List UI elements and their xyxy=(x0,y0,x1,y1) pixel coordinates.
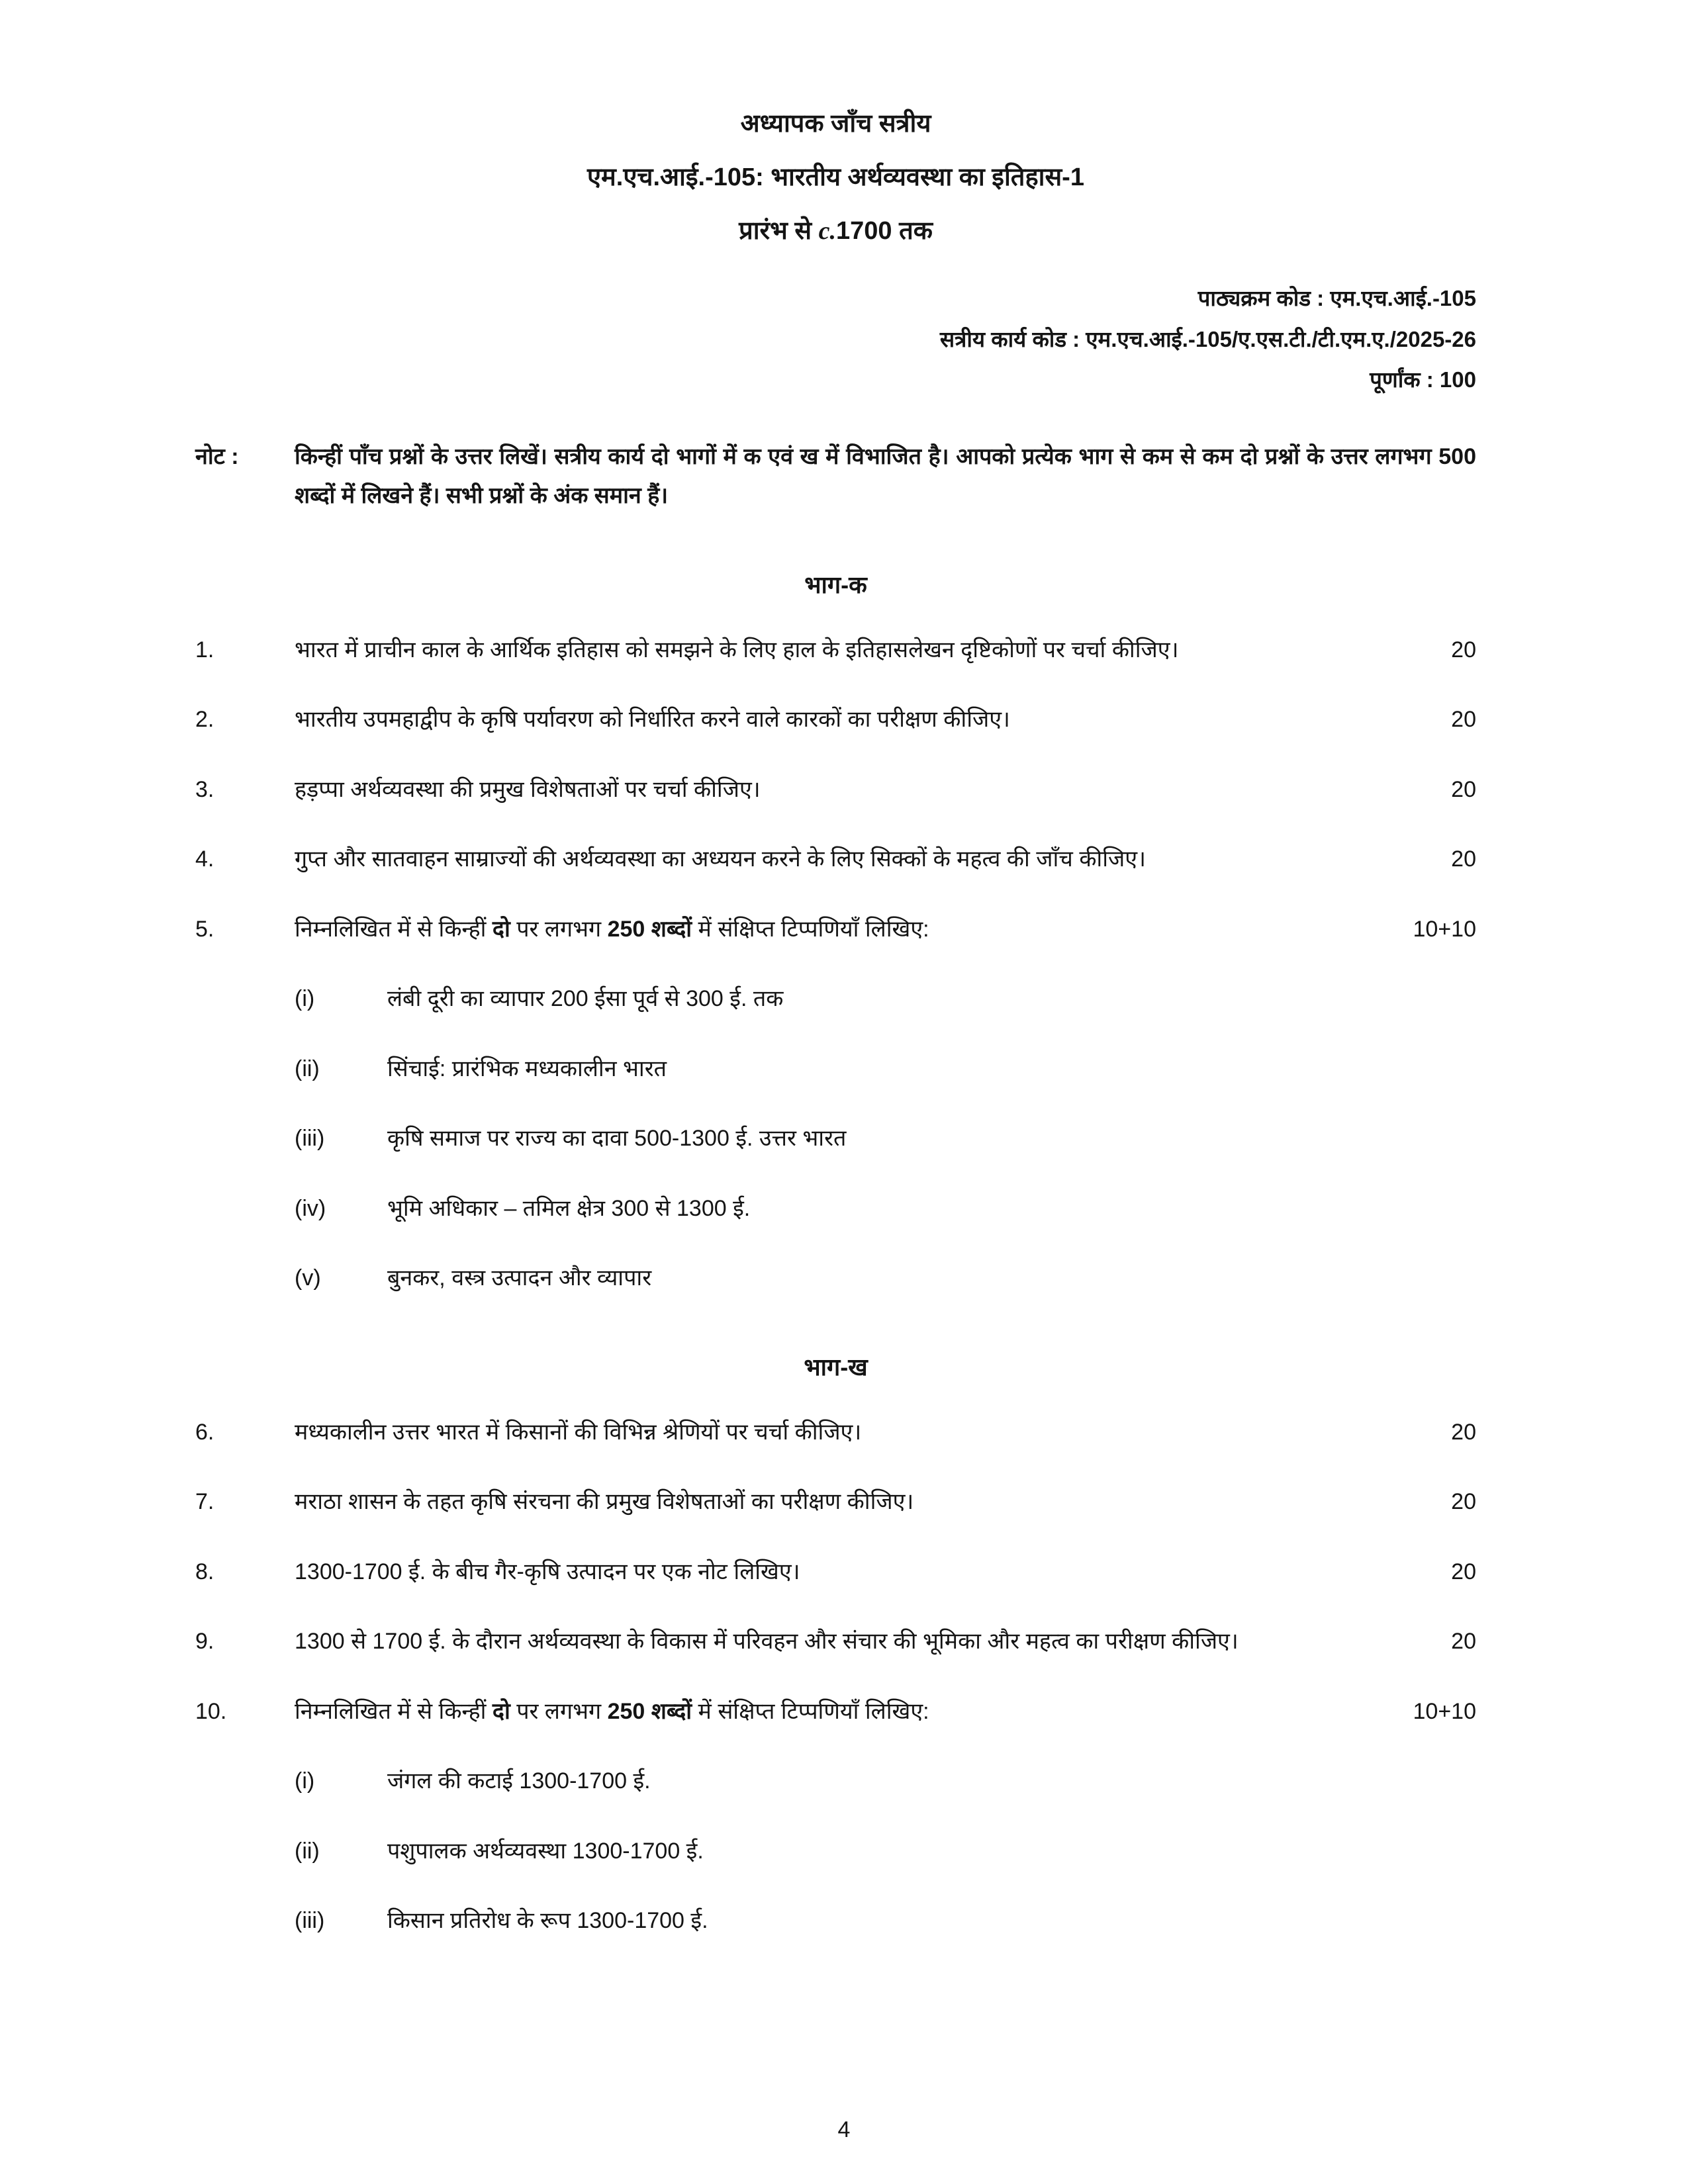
question-number: 8. xyxy=(195,1559,214,1584)
question-text: मध्यकालीन उत्तर भारत में किसानों की विभिन्न श्रेणियों पर चर्चा कीजिए। xyxy=(295,1419,862,1445)
subitem-label: (i) xyxy=(295,986,315,1011)
question-text xyxy=(295,1692,1476,1732)
question-row-10 xyxy=(195,1692,1476,1732)
header-line3-circa: c. xyxy=(818,217,836,245)
question-row-5 xyxy=(195,910,1476,950)
question-marks: 20 xyxy=(1451,846,1476,872)
subitem-row-10-iii xyxy=(295,1901,1476,1941)
subitem-label: (ii) xyxy=(295,1838,320,1864)
question-text-part: पर लगभग xyxy=(516,1698,602,1724)
question-text: गुप्त और सातवाहन साम्राज्यों की अर्थव्यवस्था का अध्ययन करने के लिए सिक्कों के महत्व की जाँच कीजिए। xyxy=(295,846,1146,872)
question-row-8 xyxy=(195,1553,1476,1592)
question-number: 1. xyxy=(195,637,214,662)
question-marks: 10+10 xyxy=(1413,916,1476,942)
question-marks: 20 xyxy=(1451,637,1476,662)
subitem-row-5-i xyxy=(295,979,1476,1019)
question-marks: 20 xyxy=(1451,1629,1476,1654)
question-text-part: पर लगभग xyxy=(516,916,602,942)
question-marks: 20 xyxy=(1451,707,1476,732)
subitem-label: (i) xyxy=(295,1768,315,1794)
question-number: 4. xyxy=(195,846,214,872)
document-header xyxy=(195,105,1476,250)
subitem-text: कृषि समाज पर राज्य का दावा 500-1300 ई. उत्तर भारत xyxy=(387,1126,847,1151)
note-text: किन्हीं पाँच प्रश्नों के उत्तर लिखें। सत्रीय कार्य दो भागों में क एवं ख में विभाजित है। आपको प्रत्येक भाग से कम से कम दो प्रश्नों के उत्तर लगभग 500 शब्दों में लिखने हैं। सभी प्रश्नों के अंक समान हैं। xyxy=(295,443,1476,508)
question-number: 3. xyxy=(195,776,214,802)
header-title-line2: एम.एच.आई.-105: भारतीय अर्थव्यवस्था का इतिहास-1 xyxy=(587,163,1084,191)
question-text-bold: 250 शब्दों xyxy=(607,916,692,942)
question-text: 1300 से 1700 ई. के दौरान अर्थव्यवस्था के विकास में परिवहन और संचार की भूमिका और महत्व का परीक्षण कीजिए। xyxy=(295,1629,1239,1654)
subitem-text: जंगल की कटाई 1300-1700 ई. xyxy=(387,1768,651,1794)
subitem-row-5-iii xyxy=(295,1119,1476,1159)
subitem-row-5-iv xyxy=(295,1189,1476,1229)
subitem-text: बुनकर, वस्त्र उत्पादन और व्यापार xyxy=(387,1265,652,1291)
question-marks: 20 xyxy=(1451,1559,1476,1584)
header-line3-pre: प्रारंभ से xyxy=(739,217,812,245)
question-text-bold: दो xyxy=(492,1698,510,1724)
question-row-9 xyxy=(195,1622,1476,1662)
header-title-line1: अध्यापक जाँच सत्रीय xyxy=(740,110,931,138)
question-text: हड़प्पा अर्थव्यवस्था की प्रमुख विशेषताओं पर चर्चा कीजिए। xyxy=(295,776,761,802)
question-text-bold: 250 शब्दों xyxy=(607,1698,692,1724)
question-row-1 xyxy=(195,631,1476,670)
subitem-row-5-ii xyxy=(295,1050,1476,1089)
question-number: 9. xyxy=(195,1629,214,1654)
max-marks: पूर्णांक : 100 xyxy=(1370,367,1476,392)
question-row-7 xyxy=(195,1482,1476,1522)
subitem-text: भूमि अधिकार – तमिल क्षेत्र 300 से 1300 ई. xyxy=(387,1195,751,1221)
subitem-label: (iii) xyxy=(295,1126,325,1151)
question-text-part: में संक्षिप्त टिप्पणियाँ लिखिए: xyxy=(698,1698,929,1724)
note-block xyxy=(195,437,1476,516)
subitem-row-10-i xyxy=(295,1762,1476,1801)
header-line3-post: 1700 तक xyxy=(835,217,933,245)
question-row-3 xyxy=(195,770,1476,810)
note-label: नोट : xyxy=(195,443,239,469)
question-marks: 20 xyxy=(1451,776,1476,802)
page-number: 4 xyxy=(837,2117,851,2142)
header-title-line3 xyxy=(195,212,1476,250)
question-row-2 xyxy=(195,700,1476,740)
section-b-title: भाग-ख xyxy=(804,1353,868,1381)
subitem-label: (v) xyxy=(295,1265,321,1291)
question-text-part: निम्नलिखित में से किन्हीं xyxy=(295,916,487,942)
subitem-row-10-ii xyxy=(295,1832,1476,1872)
question-text-part: में संक्षिप्त टिप्पणियाँ लिखिए: xyxy=(698,916,929,942)
question-number: 6. xyxy=(195,1419,214,1445)
question-number: 2. xyxy=(195,707,214,732)
question-text: 1300-1700 ई. के बीच गैर-कृषि उत्पादन पर एक नोट लिखिए। xyxy=(295,1559,800,1584)
question-text-bold: दो xyxy=(492,916,510,942)
document-meta xyxy=(195,282,1476,396)
question-text: भारत में प्राचीन काल के आर्थिक इतिहास को समझने के लिए हाल के इतिहासलेखन दृष्टिकोणों पर चर्चा कीजिए। xyxy=(295,637,1179,662)
subitem-text: किसान प्रतिरोध के रूप 1300-1700 ई. xyxy=(387,1908,708,1933)
question-row-4 xyxy=(195,840,1476,880)
subitem-label: (ii) xyxy=(295,1056,320,1081)
question-text: मराठा शासन के तहत कृषि संरचना की प्रमुख विशेषताओं का परीक्षण कीजिए। xyxy=(295,1489,914,1514)
question-row-6 xyxy=(195,1413,1476,1453)
question-text xyxy=(295,910,1476,950)
section-a-title: भाग-क xyxy=(804,570,867,598)
question-number: 5. xyxy=(195,916,214,942)
question-marks: 20 xyxy=(1451,1419,1476,1445)
question-marks: 10+10 xyxy=(1413,1698,1476,1724)
subitem-row-5-v xyxy=(295,1259,1476,1298)
question-text-part: निम्नलिखित में से किन्हीं xyxy=(295,1698,487,1724)
question-marks: 20 xyxy=(1451,1489,1476,1514)
question-text: भारतीय उपमहाद्वीप के कृषि पर्यावरण को निर्धारित करने वाले कारकों का परीक्षण कीजिए। xyxy=(295,707,1010,732)
question-number: 7. xyxy=(195,1489,214,1514)
subitem-label: (iii) xyxy=(295,1908,325,1933)
subitem-text: सिंचाई: प्रारंभिक मध्यकालीन भारत xyxy=(387,1056,667,1081)
assignment-code: सत्रीय कार्य कोड : एम.एच.आई.-105/ए.एस.टी./टी.एम.ए./2025-26 xyxy=(939,326,1476,351)
question-number: 10. xyxy=(195,1698,227,1724)
subitem-label: (iv) xyxy=(295,1195,326,1221)
subitem-text: लंबी दूरी का व्यापार 200 ईसा पूर्व से 300 ई. तक xyxy=(387,986,784,1011)
course-code: पाठ्यक्रम कोड : एम.एच.आई.-105 xyxy=(1197,286,1476,310)
subitem-text: पशुपालक अर्थव्यवस्था 1300-1700 ई. xyxy=(387,1838,704,1864)
